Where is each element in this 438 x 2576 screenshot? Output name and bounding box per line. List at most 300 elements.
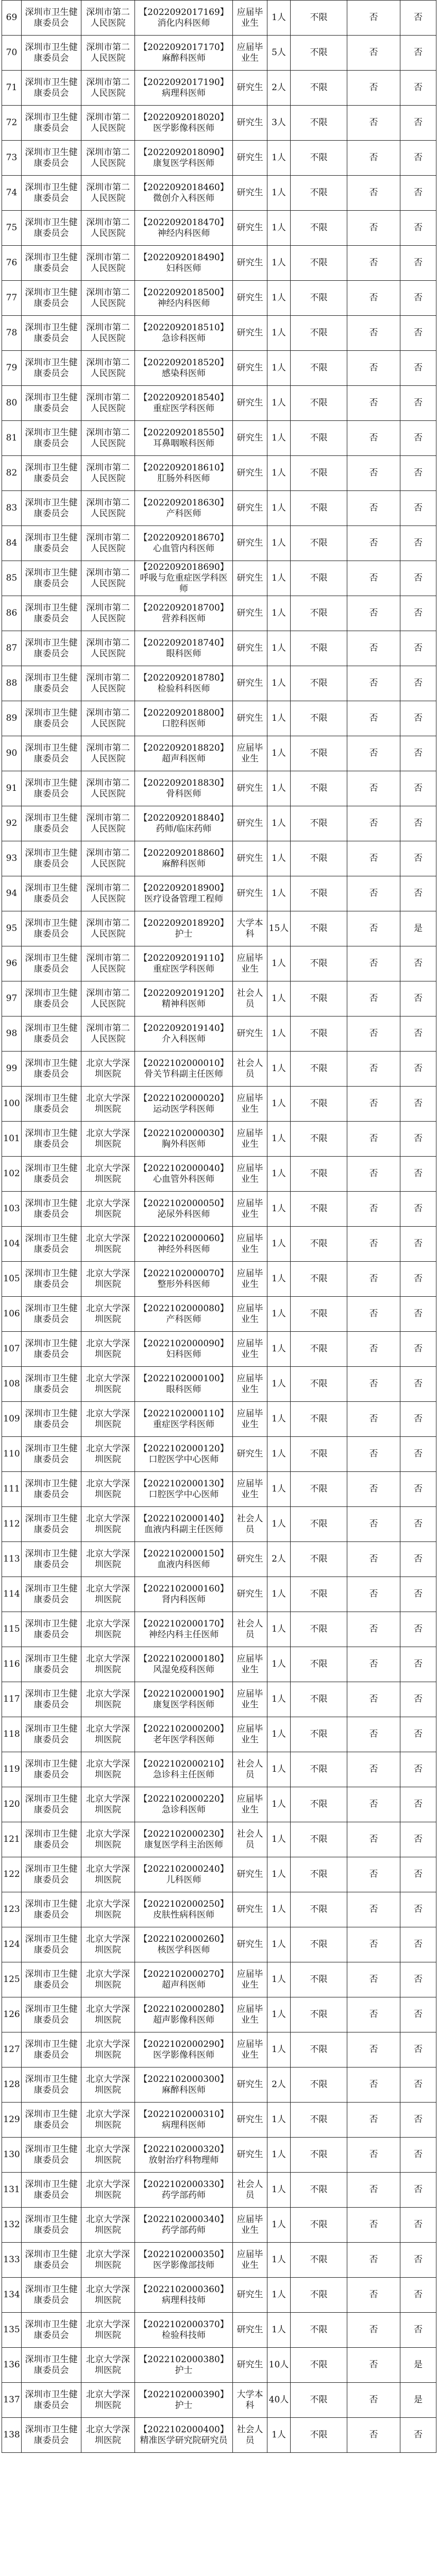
department-cell: 深圳市卫生健康委员会: [22, 2418, 81, 2453]
position-cell: 【2022102000070】整形外科医师: [135, 1262, 233, 1297]
position-cell: 【2022092018500】神经内科医师: [135, 281, 233, 316]
position-cell: 【2022102000150】血液内科医师: [135, 1542, 233, 1577]
education-cell: 应届毕业生: [233, 2208, 267, 2243]
headcount-cell: 1人: [267, 1717, 291, 1752]
table-row: [2, 246, 436, 281]
education-cell: 应届毕业生: [233, 1087, 267, 1122]
age-limit-cell: 不限: [291, 2032, 347, 2067]
nonformal-flag-cell: 否: [400, 106, 436, 141]
employer-cell: 北京大学深圳医院: [81, 1822, 135, 1857]
department-cell: 深圳市卫生健康委员会: [22, 2208, 81, 2243]
nonformal-flag-cell: 否: [400, 2208, 436, 2243]
education-cell: 研究生: [233, 71, 267, 106]
employer-cell: 北京大学深圳医院: [81, 1262, 135, 1297]
position-cell: 【2022092018550】耳鼻咽喉科医师: [135, 421, 233, 456]
major-flag-cell: 否: [347, 316, 400, 351]
age-limit-cell: 不限: [291, 841, 347, 876]
age-limit-cell: 不限: [291, 1962, 347, 1997]
department-cell: 深圳市卫生健康委员会: [22, 1717, 81, 1752]
employer-cell: 北京大学深圳医院: [81, 2103, 135, 2138]
employer-cell: 深圳市第二人民医院: [81, 736, 135, 771]
row-number: 90: [2, 736, 22, 771]
headcount-cell: 1人: [267, 1402, 291, 1437]
nonformal-flag-cell: 否: [400, 1437, 436, 1472]
nonformal-flag-cell: 否: [400, 456, 436, 491]
education-cell: 应届毕业生: [233, 1717, 267, 1752]
employer-cell: 北京大学深圳医院: [81, 1927, 135, 1962]
department-cell: 深圳市卫生健康委员会: [22, 281, 81, 316]
row-number: 115: [2, 1612, 22, 1647]
position-cell: 【2022092018090】康复医学科医师: [135, 141, 233, 176]
table-row: [2, 2313, 436, 2348]
major-flag-cell: 否: [347, 561, 400, 596]
position-cell: 【2022092018840】药师/临床药师: [135, 806, 233, 841]
nonformal-flag-cell: 否: [400, 771, 436, 806]
headcount-cell: 1人: [267, 316, 291, 351]
nonformal-flag-cell: 否: [400, 1402, 436, 1437]
education-cell: 应届毕业生: [233, 1332, 267, 1367]
age-limit-cell: 不限: [291, 1787, 347, 1822]
major-flag-cell: 否: [347, 1997, 400, 2032]
education-cell: 社会人员: [233, 2418, 267, 2453]
department-cell: 深圳市卫生健康委员会: [22, 666, 81, 701]
department-cell: 深圳市卫生健康委员会: [22, 1402, 81, 1437]
nonformal-flag-cell: 否: [400, 1472, 436, 1507]
education-cell: 研究生: [233, 456, 267, 491]
department-cell: 深圳市卫生健康委员会: [22, 1542, 81, 1577]
headcount-cell: 1人: [267, 1472, 291, 1507]
department-cell: 深圳市卫生健康委员会: [22, 176, 81, 211]
major-flag-cell: 否: [347, 2173, 400, 2208]
education-cell: 研究生: [233, 316, 267, 351]
position-cell: 【2022102000160】肾内科医师: [135, 1577, 233, 1612]
major-flag-cell: 否: [347, 2313, 400, 2348]
department-cell: 深圳市卫生健康委员会: [22, 1227, 81, 1262]
position-cell: 【2022102000170】神经内科主任医师: [135, 1612, 233, 1647]
table-row: [2, 1752, 436, 1787]
headcount-cell: 1人: [267, 596, 291, 631]
education-cell: 应届毕业生: [233, 1227, 267, 1262]
major-flag-cell: 否: [347, 911, 400, 946]
row-number: 130: [2, 2138, 22, 2173]
headcount-cell: 1人: [267, 1857, 291, 1892]
age-limit-cell: 不限: [291, 1647, 347, 1682]
headcount-cell: 1人: [267, 701, 291, 736]
nonformal-flag-cell: 否: [400, 2032, 436, 2067]
employer-cell: 深圳市第二人民医院: [81, 316, 135, 351]
row-number: 85: [2, 561, 22, 596]
position-cell: 【2022092018540】重症医学科医师: [135, 386, 233, 421]
department-cell: 深圳市卫生健康委员会: [22, 1577, 81, 1612]
education-cell: 研究生: [233, 351, 267, 386]
major-flag-cell: 否: [347, 1227, 400, 1262]
headcount-cell: 1人: [267, 981, 291, 1016]
major-flag-cell: 否: [347, 771, 400, 806]
row-number: 129: [2, 2103, 22, 2138]
nonformal-flag-cell: 否: [400, 351, 436, 386]
education-cell: 应届毕业生: [233, 1402, 267, 1437]
department-cell: 深圳市卫生健康委员会: [22, 2348, 81, 2383]
department-cell: 深圳市卫生健康委员会: [22, 1647, 81, 1682]
major-flag-cell: 否: [347, 1367, 400, 1402]
row-number: 105: [2, 1262, 22, 1297]
department-cell: 深圳市卫生健康委员会: [22, 561, 81, 596]
headcount-cell: 1人: [267, 141, 291, 176]
table-row: [2, 1787, 436, 1822]
age-limit-cell: 不限: [291, 1437, 347, 1472]
table-row: [2, 2138, 436, 2173]
age-limit-cell: 不限: [291, 491, 347, 526]
education-cell: 研究生: [233, 701, 267, 736]
education-cell: 社会人员: [233, 2173, 267, 2208]
nonformal-flag-cell: 否: [400, 1052, 436, 1087]
row-number: 71: [2, 71, 22, 106]
table-row: [2, 1997, 436, 2032]
row-number: 132: [2, 2208, 22, 2243]
employer-cell: 北京大学深圳医院: [81, 2313, 135, 2348]
major-flag-cell: 否: [347, 631, 400, 666]
department-cell: 深圳市卫生健康委员会: [22, 771, 81, 806]
row-number: 120: [2, 1787, 22, 1822]
table-row: [2, 666, 436, 701]
table-row: [2, 1437, 436, 1472]
headcount-cell: 1人: [267, 1297, 291, 1332]
department-cell: 深圳市卫生健康委员会: [22, 1822, 81, 1857]
education-cell: 应届毕业生: [233, 1157, 267, 1192]
major-flag-cell: 否: [347, 176, 400, 211]
employer-cell: 北京大学深圳医院: [81, 2243, 135, 2278]
major-flag-cell: 否: [347, 1822, 400, 1857]
headcount-cell: 3人: [267, 106, 291, 141]
department-cell: 深圳市卫生健康委员会: [22, 386, 81, 421]
major-flag-cell: 否: [347, 1542, 400, 1577]
department-cell: 深圳市卫生健康委员会: [22, 2173, 81, 2208]
age-limit-cell: 不限: [291, 141, 347, 176]
row-number: 84: [2, 526, 22, 561]
department-cell: 深圳市卫生健康委员会: [22, 211, 81, 246]
table-row: [2, 1892, 436, 1927]
department-cell: 深圳市卫生健康委员会: [22, 946, 81, 981]
employer-cell: 北京大学深圳医院: [81, 1052, 135, 1087]
employer-cell: 深圳市第二人民医院: [81, 631, 135, 666]
age-limit-cell: 不限: [291, 806, 347, 841]
nonformal-flag-cell: 否: [400, 1612, 436, 1647]
education-cell: 研究生: [233, 1016, 267, 1052]
headcount-cell: 1人: [267, 1822, 291, 1857]
major-flag-cell: 否: [347, 2103, 400, 2138]
table-row: [2, 176, 436, 211]
employer-cell: 北京大学深圳医院: [81, 2348, 135, 2383]
table-row: [2, 771, 436, 806]
nonformal-flag-cell: 否: [400, 981, 436, 1016]
headcount-cell: 1人: [267, 631, 291, 666]
headcount-cell: 5人: [267, 36, 291, 71]
major-flag-cell: 否: [347, 841, 400, 876]
department-cell: 深圳市卫生健康委员会: [22, 701, 81, 736]
table-row: [2, 631, 436, 666]
age-limit-cell: 不限: [291, 2067, 347, 2103]
row-number: 118: [2, 1717, 22, 1752]
age-limit-cell: 不限: [291, 1857, 347, 1892]
table-row: [2, 701, 436, 736]
age-limit-cell: 不限: [291, 666, 347, 701]
headcount-cell: 2人: [267, 71, 291, 106]
age-limit-cell: 不限: [291, 981, 347, 1016]
nonformal-flag-cell: 否: [400, 806, 436, 841]
headcount-cell: 1人: [267, 211, 291, 246]
row-number: 101: [2, 1122, 22, 1157]
table-row: [2, 1682, 436, 1717]
position-cell: 【2022102000060】神经外科医师: [135, 1227, 233, 1262]
position-cell: 【2022092017170】麻醉科医师: [135, 36, 233, 71]
department-cell: 深圳市卫生健康委员会: [22, 1157, 81, 1192]
headcount-cell: 1人: [267, 1192, 291, 1227]
headcount-cell: 40人: [267, 2383, 291, 2418]
employer-cell: 北京大学深圳医院: [81, 1437, 135, 1472]
age-limit-cell: 不限: [291, 946, 347, 981]
major-flag-cell: 否: [347, 2138, 400, 2173]
nonformal-flag-cell: 否: [400, 1927, 436, 1962]
nonformal-flag-cell: 否: [400, 1262, 436, 1297]
nonformal-flag-cell: 否: [400, 736, 436, 771]
education-cell: 研究生: [233, 1437, 267, 1472]
department-cell: 深圳市卫生健康委员会: [22, 1367, 81, 1402]
position-cell: 【2022092018920】护士: [135, 911, 233, 946]
row-number: 135: [2, 2313, 22, 2348]
headcount-cell: 1人: [267, 1087, 291, 1122]
department-cell: 深圳市卫生健康委员会: [22, 806, 81, 841]
headcount-cell: 1人: [267, 2313, 291, 2348]
headcount-cell: 1人: [267, 1052, 291, 1087]
nonformal-flag-cell: 否: [400, 1192, 436, 1227]
position-cell: 【2022102000290】医学影像科医师: [135, 2032, 233, 2067]
row-number: 117: [2, 1682, 22, 1717]
position-cell: 【2022092018740】眼科医师: [135, 631, 233, 666]
major-flag-cell: 否: [347, 1262, 400, 1297]
table-row: [2, 106, 436, 141]
headcount-cell: 1人: [267, 1962, 291, 1997]
department-cell: 深圳市卫生健康委员会: [22, 1332, 81, 1367]
position-cell: 【2022092018020】医学影像科医师: [135, 106, 233, 141]
table-row: [2, 1262, 436, 1297]
major-flag-cell: 否: [347, 1717, 400, 1752]
nonformal-flag-cell: 否: [400, 36, 436, 71]
position-cell: 【2022102000010】骨关节科副主任医师: [135, 1052, 233, 1087]
position-cell: 【2022092019110】重症医学科医师: [135, 946, 233, 981]
position-cell: 【2022102000400】精准医学研究院研究员: [135, 2418, 233, 2453]
nonformal-flag-cell: 否: [400, 2173, 436, 2208]
position-cell: 【2022102000330】药学部药师: [135, 2173, 233, 2208]
major-flag-cell: 否: [347, 1016, 400, 1052]
age-limit-cell: 不限: [291, 1087, 347, 1122]
nonformal-flag-cell: 否: [400, 666, 436, 701]
department-cell: 深圳市卫生健康委员会: [22, 1297, 81, 1332]
headcount-cell: 2人: [267, 1542, 291, 1577]
table-row: [2, 316, 436, 351]
position-cell: 【2022092018820】超声科医师: [135, 736, 233, 771]
department-cell: 深圳市卫生健康委员会: [22, 106, 81, 141]
age-limit-cell: 不限: [291, 1612, 347, 1647]
row-number: 111: [2, 1472, 22, 1507]
table-row: [2, 1367, 436, 1402]
major-flag-cell: 否: [347, 701, 400, 736]
table-row: [2, 1857, 436, 1892]
major-flag-cell: 否: [347, 2243, 400, 2278]
row-number: 86: [2, 596, 22, 631]
nonformal-flag-cell: 否: [400, 1332, 436, 1367]
nonformal-flag-cell: 否: [400, 2418, 436, 2453]
position-cell: 【2022092018830】骨科医师: [135, 771, 233, 806]
position-cell: 【2022102000220】急诊科医师: [135, 1787, 233, 1822]
nonformal-flag-cell: 否: [400, 1157, 436, 1192]
table-row: [2, 1122, 436, 1157]
department-cell: 深圳市卫生健康委员会: [22, 1, 81, 36]
education-cell: 社会人员: [233, 1612, 267, 1647]
headcount-cell: 1人: [267, 1227, 291, 1262]
row-number: 131: [2, 2173, 22, 2208]
nonformal-flag-cell: 否: [400, 2243, 436, 2278]
education-cell: 应届毕业生: [233, 736, 267, 771]
employer-cell: 北京大学深圳医院: [81, 2138, 135, 2173]
position-cell: 【2022102000310】病理科医师: [135, 2103, 233, 2138]
department-cell: 深圳市卫生健康委员会: [22, 1612, 81, 1647]
row-number: 97: [2, 981, 22, 1016]
major-flag-cell: 否: [347, 1647, 400, 1682]
age-limit-cell: 不限: [291, 421, 347, 456]
age-limit-cell: 不限: [291, 1, 347, 36]
table-row: [2, 1472, 436, 1507]
employer-cell: 深圳市第二人民医院: [81, 106, 135, 141]
row-number: 127: [2, 2032, 22, 2067]
age-limit-cell: 不限: [291, 456, 347, 491]
education-cell: 研究生: [233, 176, 267, 211]
position-cell: 【2022092018470】神经内科医师: [135, 211, 233, 246]
education-cell: 大学本科: [233, 911, 267, 946]
headcount-cell: 1人: [267, 841, 291, 876]
department-cell: 深圳市卫生健康委员会: [22, 2138, 81, 2173]
employer-cell: 北京大学深圳医院: [81, 1087, 135, 1122]
major-flag-cell: 否: [347, 491, 400, 526]
table-row: [2, 1332, 436, 1367]
row-number: 75: [2, 211, 22, 246]
major-flag-cell: 否: [347, 2383, 400, 2418]
employer-cell: 深圳市第二人民医院: [81, 386, 135, 421]
age-limit-cell: 不限: [291, 1752, 347, 1787]
row-number: 122: [2, 1857, 22, 1892]
major-flag-cell: 否: [347, 946, 400, 981]
employer-cell: 深圳市第二人民医院: [81, 456, 135, 491]
table-row: [2, 946, 436, 981]
table-row: [2, 1402, 436, 1437]
age-limit-cell: 不限: [291, 386, 347, 421]
position-cell: 【2022092018520】感染科医师: [135, 351, 233, 386]
headcount-cell: 1人: [267, 2103, 291, 2138]
age-limit-cell: 不限: [291, 1997, 347, 2032]
employer-cell: 深圳市第二人民医院: [81, 1, 135, 36]
age-limit-cell: 不限: [291, 1472, 347, 1507]
major-flag-cell: 否: [347, 106, 400, 141]
row-number: 77: [2, 281, 22, 316]
position-cell: 【2022102000270】超声科医师: [135, 1962, 233, 1997]
row-number: 133: [2, 2243, 22, 2278]
major-flag-cell: 否: [347, 2278, 400, 2313]
row-number: 80: [2, 386, 22, 421]
position-cell: 【2022092018690】呼吸与危重症医学科医师: [135, 561, 233, 596]
row-number: 94: [2, 876, 22, 911]
age-limit-cell: 不限: [291, 351, 347, 386]
employer-cell: 深圳市第二人民医院: [81, 561, 135, 596]
education-cell: 研究生: [233, 806, 267, 841]
department-cell: 深圳市卫生健康委员会: [22, 1087, 81, 1122]
employer-cell: 北京大学深圳医院: [81, 1402, 135, 1437]
headcount-cell: 1人: [267, 771, 291, 806]
employer-cell: 深圳市第二人民医院: [81, 176, 135, 211]
table-row: [2, 211, 436, 246]
headcount-cell: 1人: [267, 1927, 291, 1962]
major-flag-cell: 否: [347, 421, 400, 456]
department-cell: 深圳市卫生健康委员会: [22, 2032, 81, 2067]
employer-cell: 北京大学深圳医院: [81, 1612, 135, 1647]
position-cell: 【2022092018460】微创介入科医师: [135, 176, 233, 211]
table-row: [2, 71, 436, 106]
employer-cell: 北京大学深圳医院: [81, 1717, 135, 1752]
table-row: [2, 1192, 436, 1227]
table-row: [2, 1087, 436, 1122]
age-limit-cell: 不限: [291, 2418, 347, 2453]
age-limit-cell: 不限: [291, 316, 347, 351]
position-cell: 【2022102000020】运动医学科医师: [135, 1087, 233, 1122]
employer-cell: 北京大学深圳医院: [81, 2383, 135, 2418]
age-limit-cell: 不限: [291, 2278, 347, 2313]
education-cell: 应届毕业生: [233, 1122, 267, 1157]
position-cell: 【2022092017190】病理科医师: [135, 71, 233, 106]
row-number: 106: [2, 1297, 22, 1332]
education-cell: 应届毕业生: [233, 1997, 267, 2032]
nonformal-flag-cell: 否: [400, 1717, 436, 1752]
education-cell: 社会人员: [233, 1507, 267, 1542]
position-cell: 【2022102000050】泌尿外科医师: [135, 1192, 233, 1227]
employer-cell: 深圳市第二人民医院: [81, 71, 135, 106]
department-cell: 深圳市卫生健康委员会: [22, 2243, 81, 2278]
position-cell: 【2022102000320】放射治疗科物理师: [135, 2138, 233, 2173]
row-number: 125: [2, 1962, 22, 1997]
position-cell: 【2022092018670】心血管内科医师: [135, 526, 233, 561]
table-body: [2, 1, 436, 2453]
headcount-cell: 1人: [267, 876, 291, 911]
position-cell: 【2022102000130】口腔医学中心医师: [135, 1472, 233, 1507]
department-cell: 深圳市卫生健康委员会: [22, 1752, 81, 1787]
nonformal-flag-cell: 否: [400, 1507, 436, 1542]
headcount-cell: 1人: [267, 806, 291, 841]
age-limit-cell: 不限: [291, 176, 347, 211]
education-cell: 研究生: [233, 1892, 267, 1927]
nonformal-flag-cell: 是: [400, 2348, 436, 2383]
row-number: 96: [2, 946, 22, 981]
position-cell: 【2022102000240】儿科医师: [135, 1857, 233, 1892]
age-limit-cell: 不限: [291, 1367, 347, 1402]
row-number: 91: [2, 771, 22, 806]
table-row: [2, 1297, 436, 1332]
nonformal-flag-cell: 否: [400, 1647, 436, 1682]
department-cell: 深圳市卫生健康委员会: [22, 841, 81, 876]
employer-cell: 北京大学深圳医院: [81, 2278, 135, 2313]
row-number: 82: [2, 456, 22, 491]
age-limit-cell: 不限: [291, 736, 347, 771]
table-row: [2, 1542, 436, 1577]
headcount-cell: 1人: [267, 666, 291, 701]
table-row: [2, 736, 436, 771]
employer-cell: 北京大学深圳医院: [81, 1647, 135, 1682]
